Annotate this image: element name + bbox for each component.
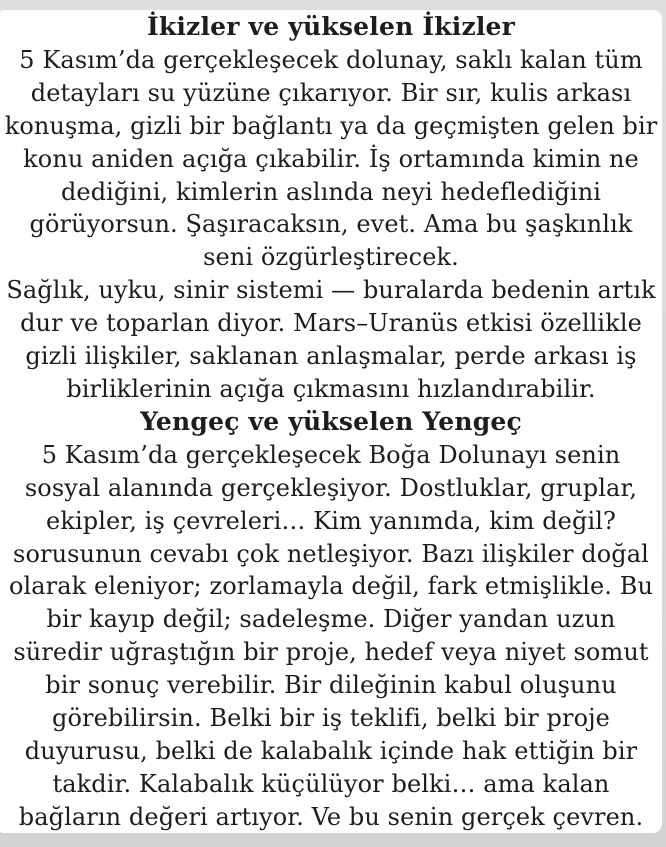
cancer-paragraph-1 bbox=[0, 439, 662, 833]
section-heading-cancer: Yengeç ve yükselen Yengeç bbox=[140, 406, 522, 436]
text-line: seni özgürleştirecek. bbox=[203, 243, 459, 272]
gemini-paragraph-1 bbox=[0, 44, 662, 274]
text-line: konu aniden açığa çıkabilir. İş ortamında kimin ne bbox=[23, 144, 639, 173]
text-line: bir kayıp değil; sadeleşme. Diğer yandan uzun bbox=[46, 605, 616, 634]
section-gemini bbox=[0, 11, 662, 406]
text-line: Sağlık, uyku, sinir sistemi — buralarda bedenin artık bbox=[6, 276, 656, 305]
text-line: bağların değeri artıyor. Ve bu senin gerçek çevren. bbox=[18, 802, 644, 831]
text-line: ekipler, iş çevreleri… Kim yanımda, kim değil? bbox=[46, 506, 616, 535]
text-line: olarak eleniyor; zorlamayla değil, fark etmişlikle. Bu bbox=[8, 572, 654, 601]
text-line: konuşma, gizli bir bağlantı ya da geçmişten gelen bir bbox=[4, 111, 658, 140]
text-line: dur ve toparlan diyor. Mars–Uranüs etkisi özellikle bbox=[20, 309, 642, 338]
text-line: sorusunun cevabı çok netleşiyor. Bazı ilişkiler doğal bbox=[13, 539, 649, 568]
text-line: görüyorsun. Şaşıracaksın, evet. Ama bu şaşkınlık bbox=[29, 210, 633, 239]
text-line: görebilirsin. Belki bir iş teklifi, belki bir proje bbox=[51, 704, 610, 733]
text-line: detayları su yüzüne çıkarıyor. Bir sır, kulis arkası bbox=[30, 78, 632, 107]
gemini-paragraph-2 bbox=[0, 274, 662, 406]
horoscope-text-card bbox=[0, 10, 662, 833]
text-line: süredir uğraştığın bir proje, hedef veya niyet somut bbox=[13, 638, 649, 667]
text-line: dediğini, kimlerin aslında neyi hedeflediğini bbox=[60, 177, 602, 206]
section-cancer bbox=[0, 406, 662, 833]
text-line: 5 Kasım’da gerçekleşecek Boğa Dolunayı senin bbox=[41, 440, 621, 469]
text-line: birliklerinin açığa çıkmasını hızlandırabilir. bbox=[66, 374, 596, 403]
text-line: 5 Kasım’da gerçekleşecek dolunay, saklı kalan tüm bbox=[19, 45, 643, 74]
text-line: bir sonuç verebilir. Bir dileğinin kabul oluşunu bbox=[45, 671, 617, 700]
section-heading-gemini: İkizler ve yükselen İkizler bbox=[146, 12, 516, 41]
text-line: duyurusu, belki de kalabalık içinde hak ettiğin bir bbox=[24, 736, 638, 765]
text-line: takdir. Kalabalık küçülüyor belki… ama kalan bbox=[52, 769, 610, 798]
text-line: gizli ilişkiler, saklanan anlaşmalar, perde arkası iş bbox=[25, 342, 637, 371]
text-line: sosyal alanında gerçekleşiyor. Dostluklar, gruplar, bbox=[24, 473, 638, 502]
